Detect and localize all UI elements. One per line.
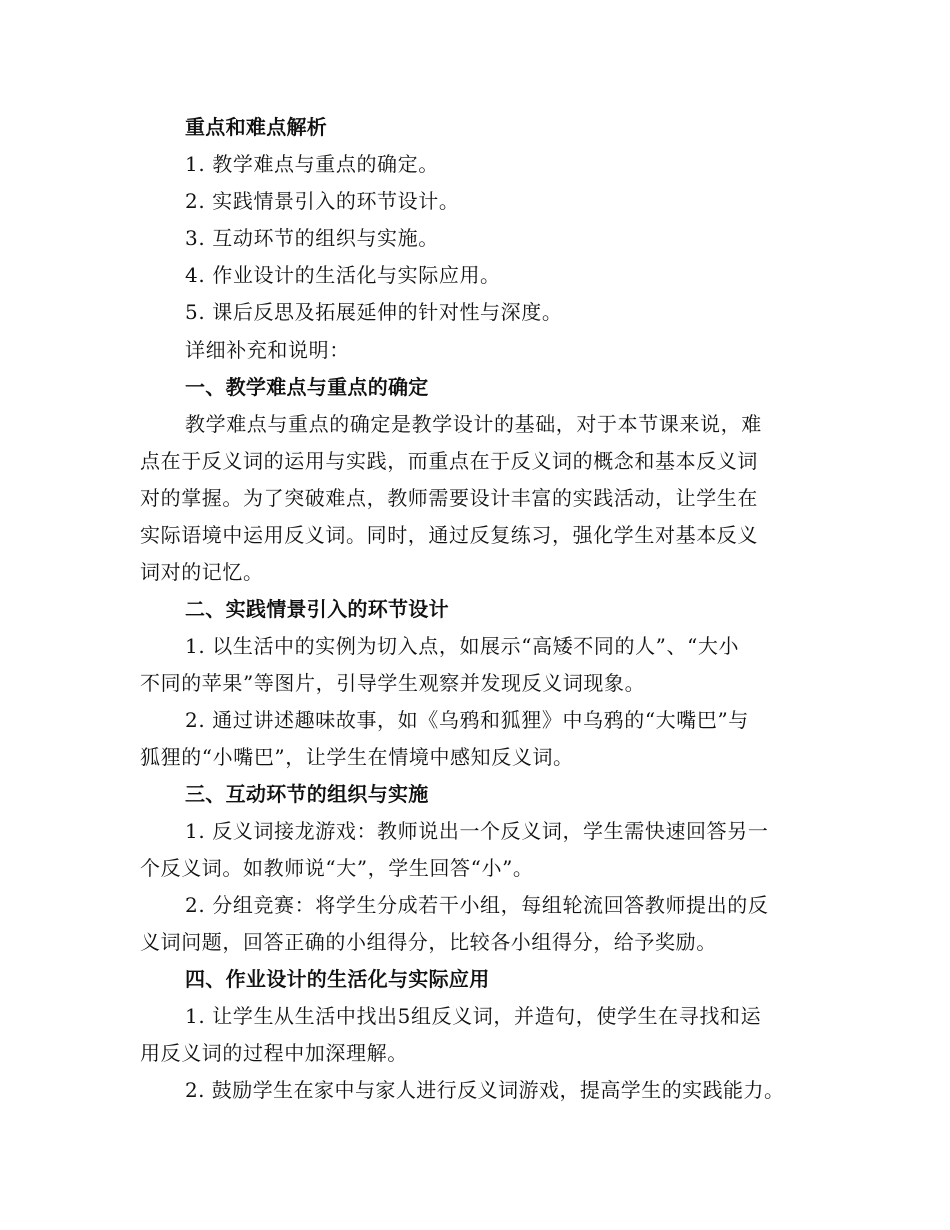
paragraph-line: 对的掌握。为了突破难点，教师需要设计丰富的实践活动，让学生在 (140, 486, 758, 510)
paragraph-line: 实际语境中运用反义词。同时，通过反复练习，强化学生对基本反义 (140, 523, 758, 547)
list-item: 5. 课后反思及拓展延伸的针对性与深度。 (185, 300, 563, 324)
paragraph-line: 2. 通过讲述趣味故事，如《乌鸦和狐狸》中乌鸦的“大嘴巴”与 (185, 708, 749, 732)
section-heading: 四、作业设计的生活化与实际应用 (185, 967, 490, 991)
paragraph-line: 词对的记忆。 (140, 560, 264, 584)
paragraph-line: 狐狸的“小嘴巴”，让学生在情境中感知反义词。 (140, 745, 574, 769)
list-item: 1. 教学难点与重点的确定。 (185, 152, 439, 176)
document-title: 重点和难点解析 (185, 115, 328, 139)
paragraph-line: 2. 鼓励学生在家中与家人进行反义词游戏，提高学生的实践能力。 (185, 1078, 785, 1102)
section-heading: 三、互动环节的组织与实施 (185, 782, 429, 806)
paragraph-line: 不同的苹果”等图片，引导学生观察并发现反义词现象。 (140, 671, 646, 695)
paragraph-line: 1. 让学生从生活中找出5组反义词，并造句，使学生在寻找和运 (185, 1004, 762, 1028)
paragraph-line: 用反义词的过程中加深理解。 (140, 1041, 408, 1065)
paragraph-line: 1. 反义词接龙游戏：教师说出一个反义词，学生需快速回答另一 (185, 819, 769, 843)
list-item: 3. 互动环节的组织与实施。 (185, 226, 439, 250)
list-item: 4. 作业设计的生活化与实际应用。 (185, 263, 501, 287)
paragraph-line: 义词问题，回答正确的小组得分，比较各小组得分，给予奖励。 (140, 930, 717, 954)
paragraph-line: 教学难点与重点的确定是教学设计的基础，对于本节课来说，难 (185, 412, 762, 436)
section-heading: 二、实践情景引入的环节设计 (185, 597, 449, 621)
section-heading: 一、教学难点与重点的确定 (185, 375, 429, 399)
intro-text: 详细补充和说明： (185, 338, 350, 362)
paragraph-line: 1. 以生活中的实例为切入点，如展示“高矮不同的人”、“大小 (185, 634, 740, 658)
paragraph-line: 个反义词。如教师说“大”，学生回答“小”。 (140, 856, 534, 880)
paragraph-line: 2. 分组竞赛：将学生分成若干小组，每组轮流回答教师提出的反 (185, 893, 769, 917)
paragraph-line: 点在于反义词的运用与实践，而重点在于反义词的概念和基本反义词 (140, 449, 758, 473)
list-item: 2. 实践情景引入的环节设计。 (185, 189, 460, 213)
